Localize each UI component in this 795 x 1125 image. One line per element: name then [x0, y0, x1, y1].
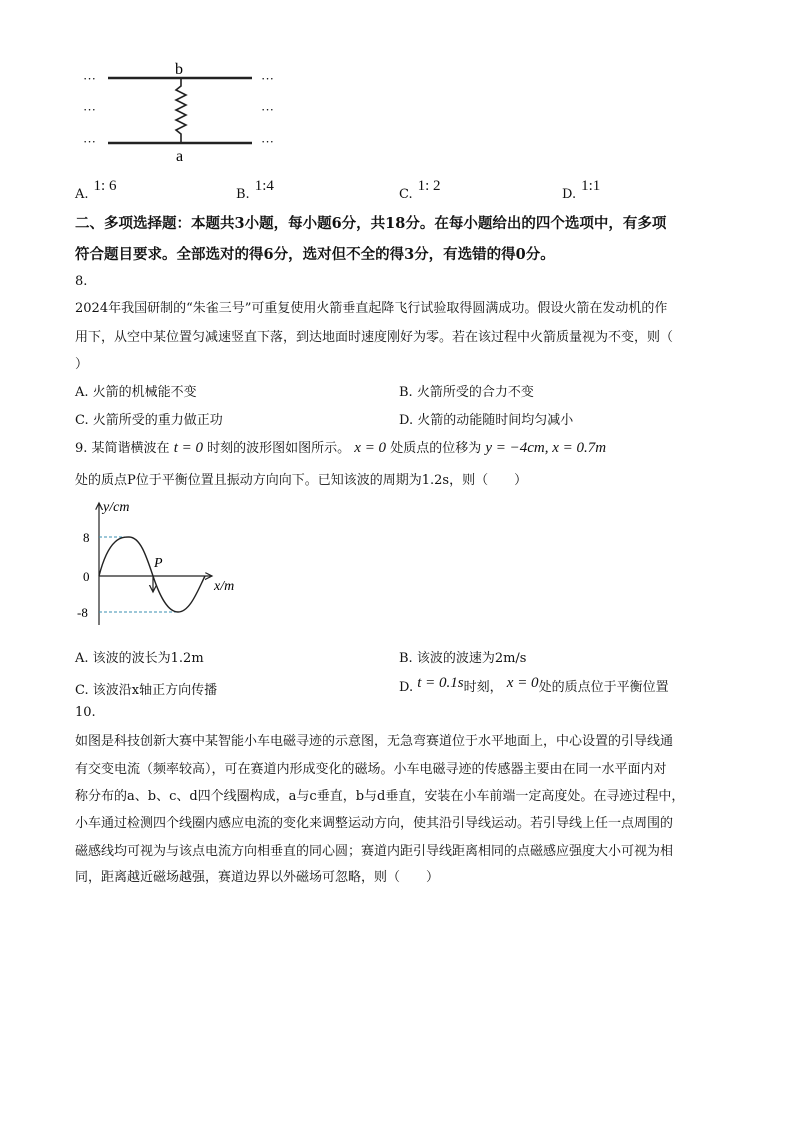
q10-stem-line5: 磁感线均可视为与该点电流方向相垂直的同心圆；赛道内距引导线距离相同的点磁感应强度大小可视为相: [75, 844, 674, 859]
rail-bottom-left-dots: ···: [83, 134, 96, 149]
rail-top-right-dots: ···: [261, 71, 274, 86]
q10-stem-line2: 有交变电流（频率较高），可在赛道内形成变化的磁场。小车电磁寻迹的传感器主要由在同一水平面内对: [75, 762, 667, 777]
y-tick-neg8: -8: [77, 605, 88, 620]
y-tick-8: 8: [83, 530, 90, 545]
wave-graph: [72, 495, 252, 630]
q9-option-a: A. 该波的波长为1.2m: [75, 651, 204, 666]
wave-curve: [99, 537, 205, 612]
q10-number: 10.: [75, 705, 96, 720]
q8-option-a: A. 火箭的机械能不变: [75, 385, 197, 400]
q7-option-d: D.1:1: [562, 178, 601, 202]
q8-stem-line1: 2024年我国研制的“朱雀三号”可重复使用火箭垂直起降飞行试验取得圆满成功。假设火箭在发动机的作: [75, 301, 668, 316]
q10-stem-line4: 小车通过检测四个线圈内感应电流的变化来调整运动方向，使其沿引导线运动。若引导线上任一点周围的: [75, 816, 674, 831]
y-axis-label: y/cm: [103, 500, 130, 515]
x-axis-label: x/m: [214, 579, 235, 594]
q8-option-b: B. 火箭所受的合力不变: [399, 385, 534, 400]
point-p-label: P: [154, 556, 163, 571]
rail-top-left-dots: ···: [83, 71, 96, 86]
q10-stem-line6: 同，距离越近磁场越强，赛道边界以外磁场可忽略，则（ ）: [75, 870, 440, 885]
q8-stem-line2: 用下，从空中某位置匀减速竖直下落，到达地面时速度刚好为零。若在该过程中火箭质量视为不变，则（: [75, 330, 674, 345]
q7-option-a: A.1: 6: [75, 178, 117, 202]
q8-option-d: D. 火箭的动能随时间均匀减小: [399, 413, 574, 428]
q7-option-b: B.1:4: [236, 178, 274, 202]
label-b: b: [175, 61, 183, 78]
y-tick-0: 0: [83, 569, 90, 584]
q9-stem-line2: 处的质点P位于平衡位置且振动方向向下。已知该波的周期为1.2s，则（ ）: [75, 473, 528, 488]
rail-mid-left-dots: ···: [83, 102, 96, 117]
q9-stem-line1: 9. 某简谐横波在 t = 0 时刻的波形图如图所示。 x = 0 处质点的位移为 y = −4cm, x = 0.7m: [75, 440, 607, 456]
spring: [176, 78, 186, 143]
q9-option-d: D. t = 0.1s时刻， x = 0处的质点位于平衡位置: [399, 675, 669, 695]
rail-bottom-right-dots: ···: [261, 134, 274, 149]
q7-option-c: C.1: 2: [399, 178, 441, 202]
q9-option-b: B. 该波的波速为2m/s: [399, 651, 527, 666]
section2-heading-line1: 二、多项选择题：本题共3小题，每小题6分，共18分。在每小题给出的四个选项中，有多项: [75, 215, 667, 232]
section2-heading-line2: 符合题目要求。全部选对的得6分，选对但不全的得3分，有选错的得0分。: [75, 246, 555, 263]
q10-stem-line3: 称分布的a、b、c、d四个线圈构成，a与c垂直，b与d垂直，安装在小车前端一定高度处。在寻迹过程中，: [75, 789, 685, 804]
q9-option-c: C. 该波沿x轴正方向传播: [75, 683, 218, 698]
rail-mid-right-dots: ···: [261, 102, 274, 117]
q8-number: 8.: [75, 274, 88, 289]
q8-option-c: C. 火箭所受的重力做正功: [75, 413, 223, 428]
q10-stem-line1: 如图是科技创新大赛中某智能小车电磁寻迹的示意图，无急弯赛道位于水平地面上，中心设置的引导线通: [75, 734, 674, 749]
rails-spring-figure: [80, 58, 300, 168]
label-a: a: [176, 148, 184, 165]
q8-stem-line3: ）: [75, 357, 89, 372]
